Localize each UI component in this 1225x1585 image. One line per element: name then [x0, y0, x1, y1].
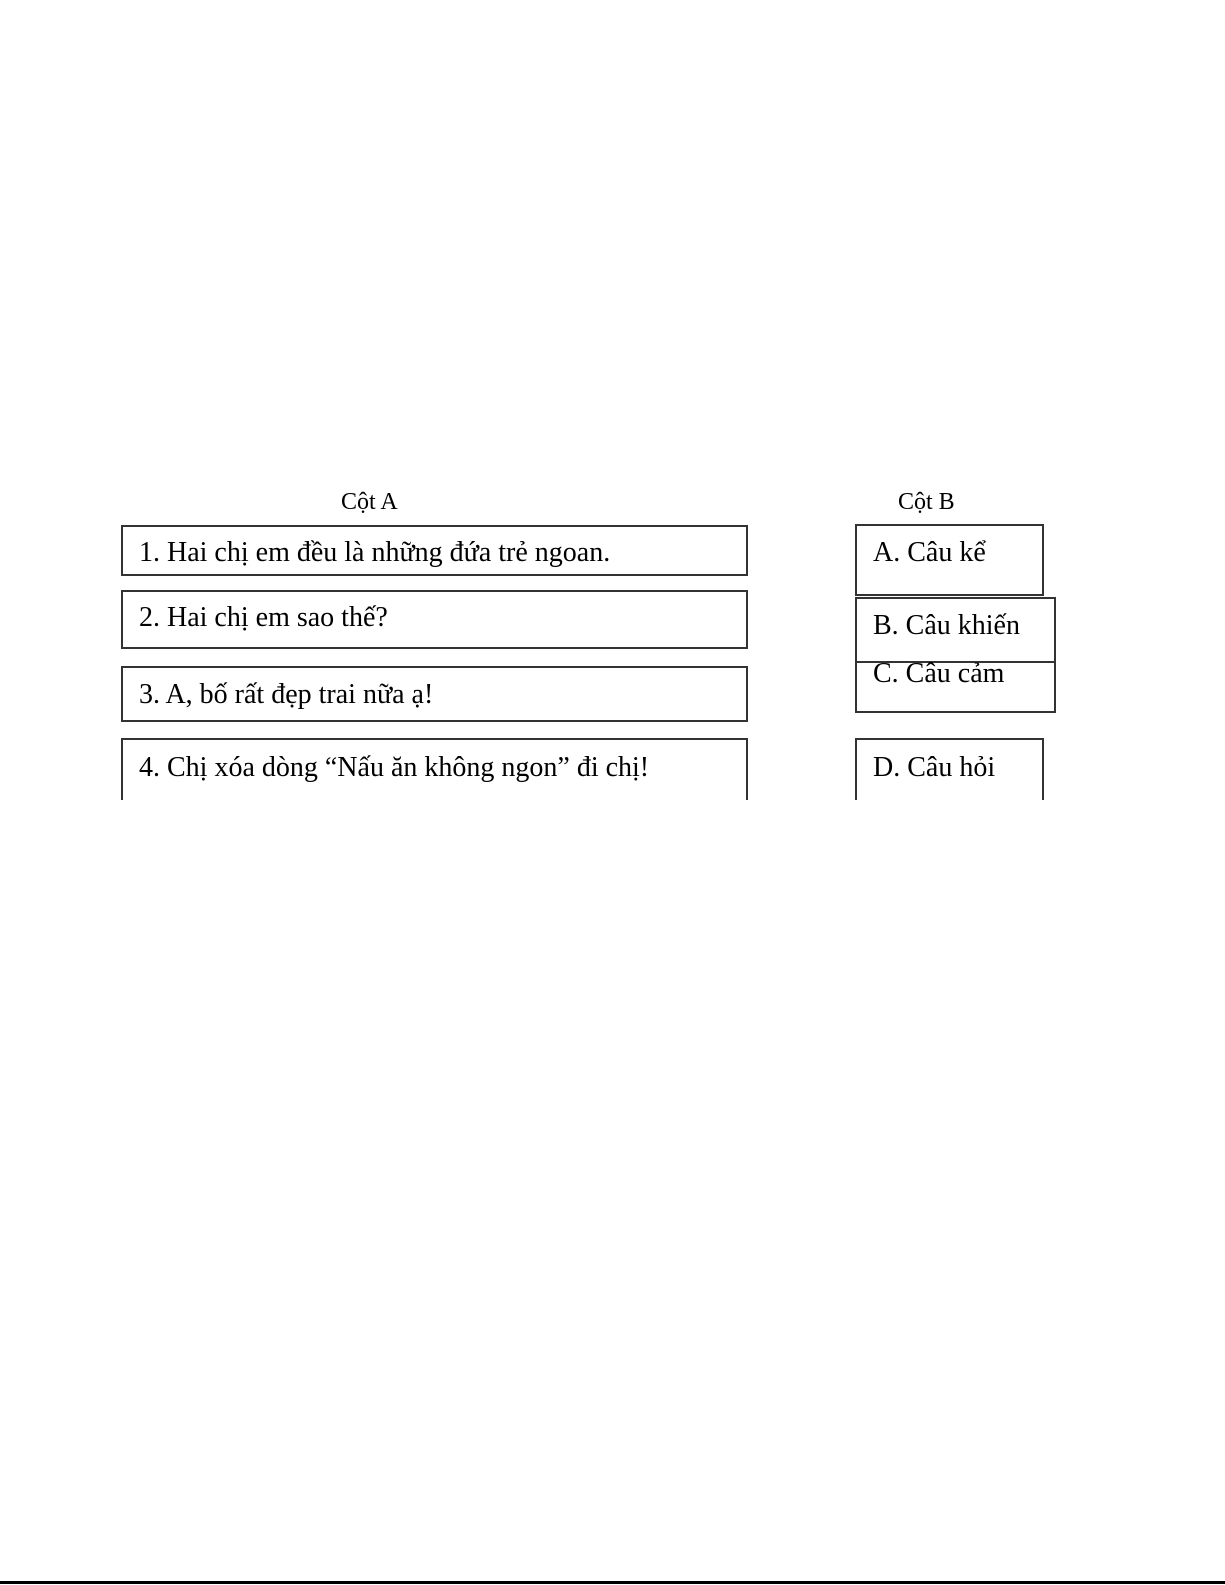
column-a-item-1-text: 1. Hai chị em đều là những đứa trẻ ngoan. — [139, 537, 611, 568]
column-a-item-3 — [121, 666, 748, 722]
page-bottom-border — [0, 1581, 1225, 1584]
column-b-item-a — [855, 524, 1044, 596]
column-a-item-3-text: 3. A, bố rất đẹp trai nữa ạ! — [139, 679, 434, 710]
column-a-item-2-text: 2. Hai chị em sao thế? — [139, 602, 388, 633]
column-a-header: Cột A — [341, 489, 398, 515]
column-b-item-d-text: D. Câu hỏi — [873, 752, 996, 783]
column-a-item-1 — [121, 525, 748, 576]
column-b-item-c-text: C. Câu cảm — [873, 658, 1005, 689]
column-a-item-4-text: 4. Chị xóa dòng “Nấu ăn không ngon” đi chị! — [139, 752, 650, 783]
column-a-item-4 — [121, 738, 748, 800]
column-b-item-d — [855, 738, 1044, 800]
column-b-item-c — [855, 650, 1056, 713]
column-a-item-2 — [121, 590, 748, 649]
column-b-item-a-text: A. Câu kể — [873, 537, 986, 568]
column-b-header: Cột B — [898, 489, 955, 515]
column-b-item-b-text: B. Câu khiến — [873, 610, 1020, 641]
